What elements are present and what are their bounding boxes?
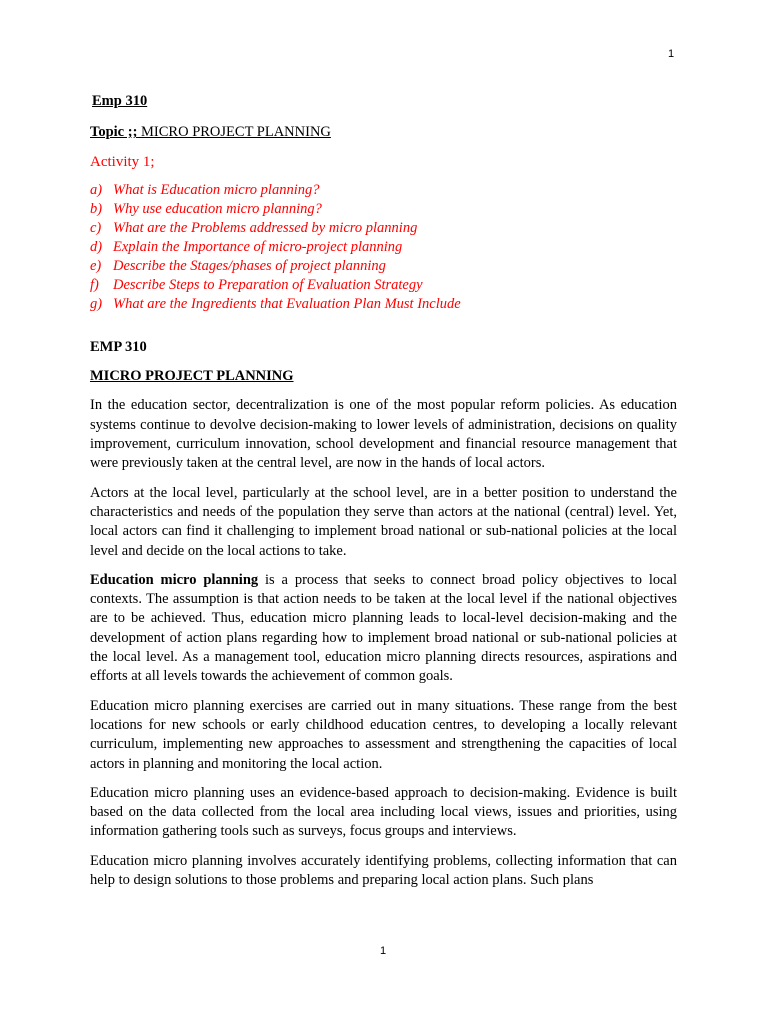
question-text: Describe the Stages/phases of project planning — [113, 257, 386, 274]
topic-text: MICRO PROJECT PLANNING — [137, 124, 331, 141]
paragraph: Education micro planning uses an evidence-based approach to decision-making. Evidence is built based on the data collected from the local area including local views, issues and priorities, using information gathering tools such as surveys, focus groups and interviews. — [90, 784, 677, 840]
list-marker: e) — [90, 257, 102, 274]
emp-heading: EMP 310 — [90, 338, 147, 355]
list-item — [90, 181, 677, 200]
list-marker: g) — [90, 295, 103, 312]
question-text: Describe Steps to Preparation of Evaluation Strategy — [113, 276, 423, 293]
list-item — [90, 276, 677, 295]
list-marker: c) — [90, 219, 102, 236]
list-marker: b) — [90, 200, 103, 217]
page-header-number: 1 — [668, 48, 675, 60]
topic-line — [90, 123, 677, 142]
question-text: What are the Problems addressed by micro planning — [113, 219, 418, 236]
list-item — [90, 219, 677, 238]
course-code-title: Emp 310 — [92, 93, 148, 109]
list-item — [90, 200, 677, 219]
paragraph: Actors at the local level, particularly at the school level, are in a better position to understand the characteristics and needs of the population they serve than actors at the national (central) level. Yet, local actors can find it challenging to implement broad national or sub-national policies at the local level and decide on the local actions to take. — [90, 484, 677, 559]
paragraph: Education micro planning exercises are carried out in many situations. These range from the best locations for new schools or early childhood education centres, to developing a locally relevant curriculum, implementing new approaches to assessment and strengthening the capacities of local actors in planning and monitoring the local action. — [90, 697, 677, 772]
bold-term: Education micro planning — [90, 571, 259, 588]
topic-label: Topic ;; — [90, 124, 138, 141]
page-footer-number: 1 — [380, 945, 387, 957]
question-text: Why use education micro planning? — [113, 200, 322, 217]
list-marker: f) — [90, 276, 99, 293]
list-marker: d) — [90, 238, 103, 255]
question-list — [90, 181, 677, 314]
document-body — [90, 92, 677, 900]
paragraph: In the education sector, decentralization is one of the most popular reform policies. As education systems continue to devolve decision-making to lower levels of administration, decisions on quality improvement, curriculum innovation, school development and financial resource management that were previously taken at the central level, are now in the hands of local actors. — [90, 397, 677, 472]
question-text: What is Education micro planning? — [113, 181, 320, 198]
list-item — [90, 238, 677, 257]
section-heading: MICRO PROJECT PLANNING — [90, 368, 294, 385]
question-text: Explain the Importance of micro-project planning — [113, 238, 403, 255]
paragraph: Education micro planning involves accurately identifying problems, collecting information that can help to design solutions to those problems and preparing local action plans. Such plans — [90, 852, 677, 889]
paragraph-text: is a process that seeks to connect broad policy objectives to local contexts. The assumption is that action needs to be taken at the local level if the national objectives are to be achieved. Thus, education micro planning leads to local-level decision-making and the development of action plans regarding how to implement broad national or sub-national policies at the local level. As a management tool, education micro planning directs resources, aspirations and efforts at all levels towards the achievement of common goals. — [90, 571, 677, 685]
list-marker: a) — [90, 181, 103, 198]
paragraph — [90, 571, 677, 687]
list-item — [90, 257, 677, 276]
question-text: What are the Ingredients that Evaluation Plan Must Include — [113, 295, 461, 312]
activity-heading: Activity 1; — [90, 153, 155, 170]
list-item — [90, 295, 677, 314]
